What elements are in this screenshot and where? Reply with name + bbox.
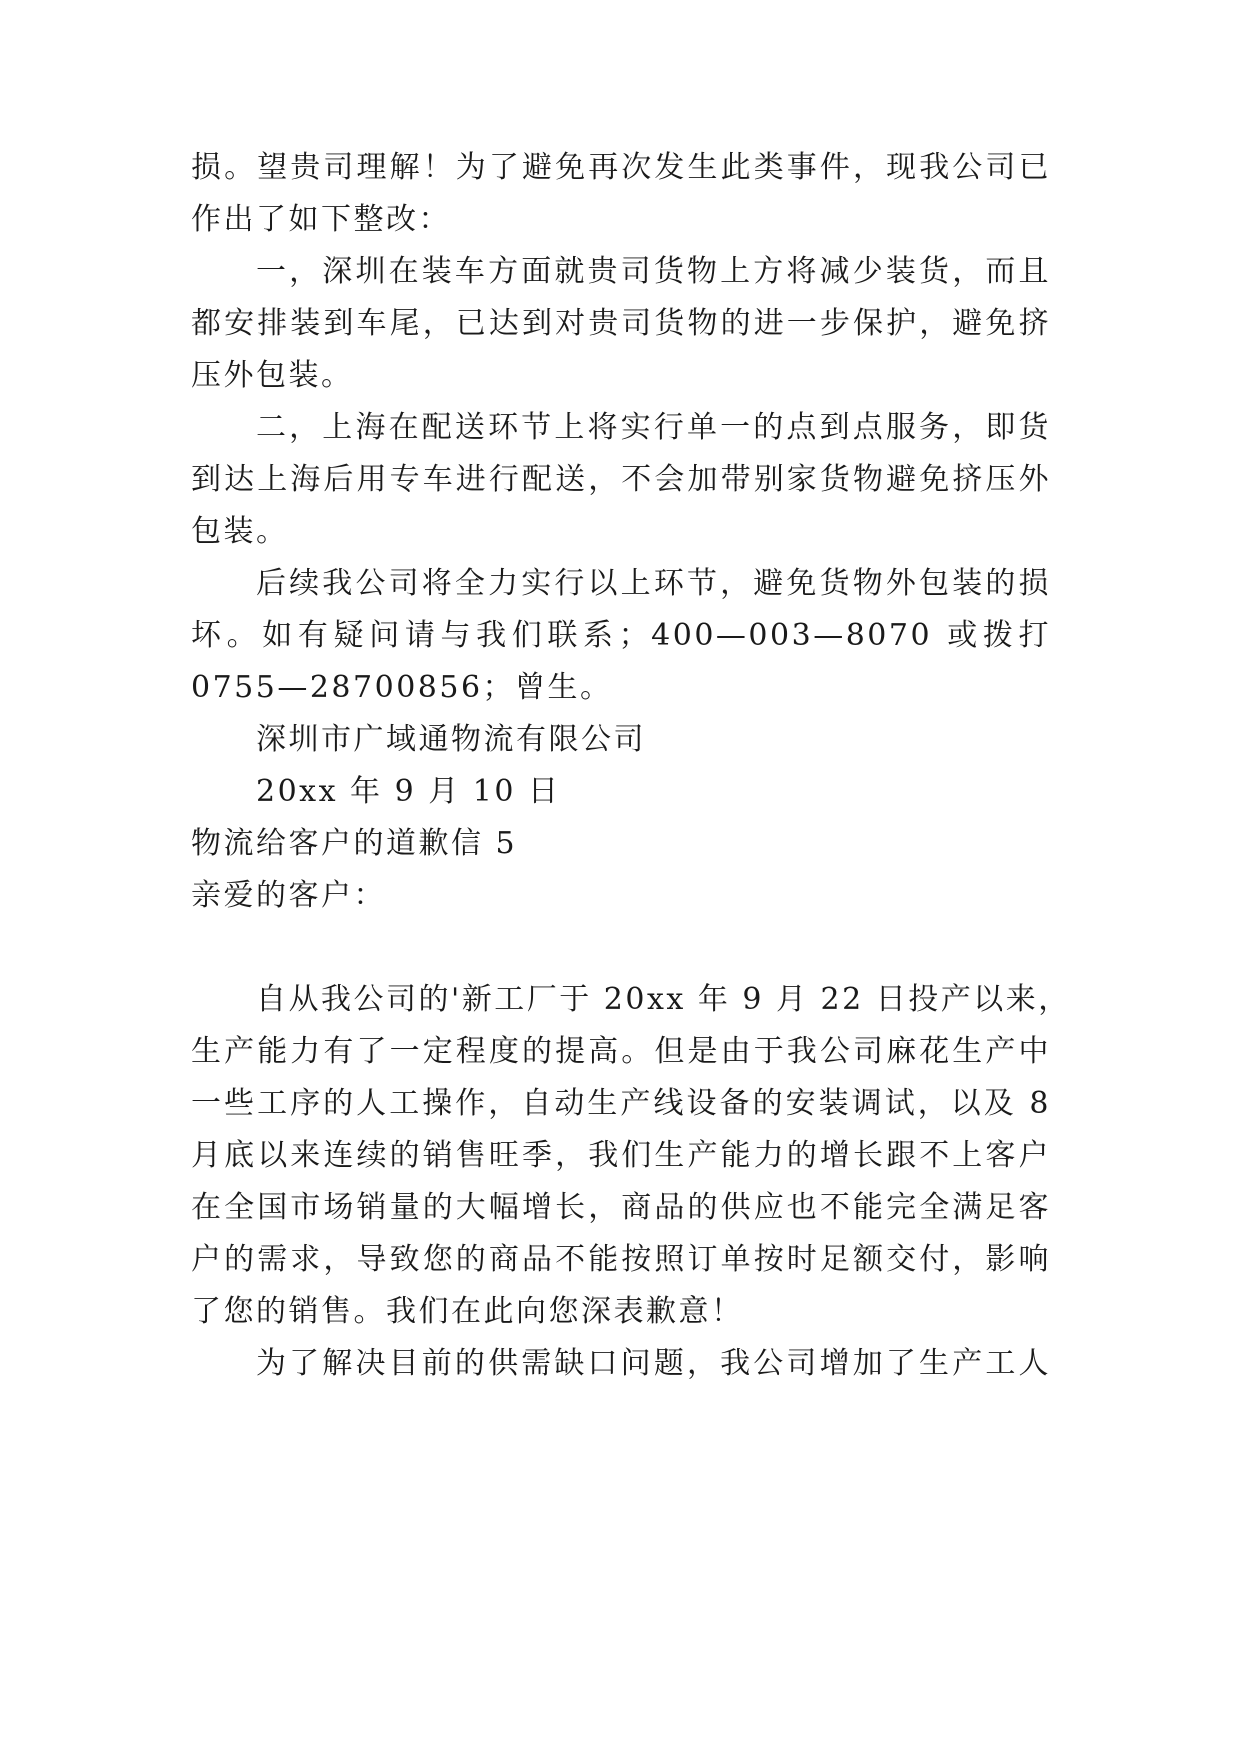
paragraph-5-line-3: 一些工序的人工操作，自动生产线设备的安装调试，以及 8 <box>191 1086 1051 1121</box>
paragraph-3-line-3: 包装。 <box>191 514 289 549</box>
paragraph-6-line-1: 为了解决目前的供需缺口问题，我公司增加了生产工人 <box>256 1346 1051 1381</box>
paragraph-2-line-1: 一，深圳在装车方面就贵司货物上方将减少装货，而且 <box>256 254 1051 289</box>
paragraph-3-line-2: 到达上海后用专车进行配送，不会加带别家货物避免挤压外 <box>191 462 1051 497</box>
paragraph-2-line-3: 压外包装。 <box>191 358 354 393</box>
paragraph-3-line-1: 二，上海在配送环节上将实行单一的点到点服务，即货 <box>256 410 1051 445</box>
letter-title: 物流给客户的道歉信 5 <box>191 826 518 861</box>
paragraph-4-line-3: 0755—28700856；曾生。 <box>191 670 613 705</box>
paragraph-5-line-2: 生产能力有了一定程度的提高。但是由于我公司麻花生产中 <box>191 1034 1051 1069</box>
paragraph-5-line-5: 在全国市场销量的大幅增长，商品的供应也不能完全满足客 <box>191 1190 1051 1225</box>
signature-company: 深圳市广域通物流有限公司 <box>256 722 646 757</box>
paragraph-4-line-1: 后续我公司将全力实行以上环节，避免货物外包装的损 <box>256 566 1051 601</box>
paragraph-5-line-4: 月底以来连续的销售旺季，我们生产能力的增长跟不上客户 <box>191 1138 1051 1173</box>
paragraph-5-line-6: 户的需求，导致您的商品不能按照订单按时足额交付，影响 <box>191 1242 1051 1277</box>
paragraph-2-line-2: 都安排装到车尾，已达到对贵司货物的进一步保护，避免挤 <box>191 306 1051 341</box>
paragraph-5-line-7: 了您的销售。我们在此向您深表歉意！ <box>191 1294 744 1329</box>
letter-salutation: 亲爱的客户： <box>191 878 386 913</box>
paragraph-4-line-2: 坏。如有疑问请与我们联系；400—003—8070 或拨打 <box>191 618 1051 653</box>
signature-date: 20xx 年 9 月 10 日 <box>256 774 561 809</box>
paragraph-1-line-2: 作出了如下整改： <box>191 202 451 237</box>
paragraph-1-line-1: 损。望贵司理解！为了避免再次发生此类事件，现我公司已 <box>191 150 1051 185</box>
paragraph-5-line-1: 自从我公司的'新工厂于 20xx 年 9 月 22 日投产以来， <box>256 982 1071 1017</box>
